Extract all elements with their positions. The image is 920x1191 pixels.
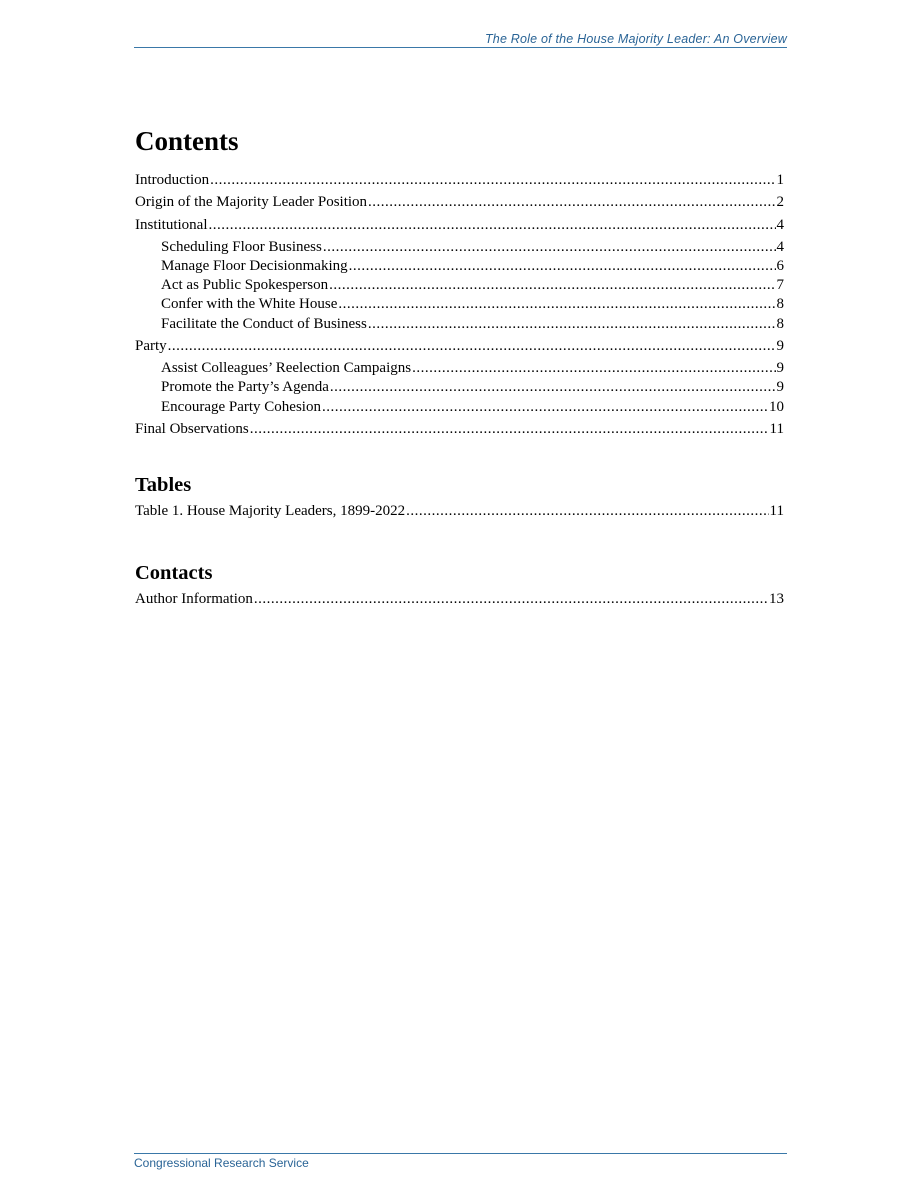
toc-entry-reelection[interactable] — [135, 359, 784, 378]
toc-entry-label: Final Observations — [135, 420, 249, 437]
toc-entry-page: 9 — [776, 379, 784, 396]
toc-entry-page: 7 — [776, 277, 784, 294]
toc-entry-page: 11 — [769, 503, 784, 520]
toc-entry-agenda[interactable] — [135, 378, 784, 397]
toc-leader-dots — [338, 295, 775, 314]
toc-leader-dots — [406, 502, 768, 521]
toc-leader-dots — [168, 337, 776, 356]
toc-entry-label: Scheduling Floor Business — [161, 238, 322, 255]
toc-entry-page: 1 — [776, 172, 784, 188]
tables-heading: Tables — [135, 474, 192, 497]
toc-entry-page: 10 — [769, 398, 784, 415]
toc-entry-page: 11 — [769, 420, 784, 437]
toc-entry-author-information[interactable] — [135, 590, 784, 609]
toc-entry-page: 4 — [776, 238, 784, 255]
toc-leader-dots — [254, 590, 768, 609]
toc-leader-dots — [250, 420, 769, 439]
toc-leader-dots — [349, 257, 776, 276]
toc-entry-label: Party — [135, 337, 167, 354]
running-footer: Congressional Research Service — [134, 1153, 787, 1171]
toc-entry-label: Author Information — [135, 590, 253, 607]
toc-entry-scheduling[interactable] — [135, 238, 784, 257]
toc-entry-page: 4 — [776, 216, 784, 233]
toc-entry-introduction[interactable] — [135, 171, 784, 190]
toc-entry-spokesperson[interactable] — [135, 276, 784, 295]
toc-entry-label: Table 1. House Majority Leaders, 1899-2022 — [135, 503, 406, 520]
toc-leader-dots — [209, 216, 776, 235]
toc-leader-dots — [329, 276, 775, 295]
toc-entry-label: Assist Colleagues’ Reelection Campaigns — [161, 360, 412, 377]
toc-entry-table-1[interactable] — [135, 502, 784, 521]
toc-entry-page: 13 — [769, 590, 784, 607]
toc-entry-label: Facilitate the Conduct of Business — [161, 315, 367, 332]
toc-leader-dots — [368, 315, 776, 334]
toc-leader-dots — [210, 171, 775, 190]
table-of-contents — [135, 124, 784, 612]
toc-entry-label: Encourage Party Cohesion — [161, 398, 321, 415]
toc-entry-cohesion[interactable] — [135, 398, 784, 417]
toc-entry-page: 9 — [776, 360, 784, 377]
toc-leader-dots — [368, 193, 775, 212]
toc-leader-dots — [412, 359, 775, 378]
toc-entry-final-observations[interactable] — [135, 420, 784, 439]
running-header: The Role of the House Majority Leader: An Overview — [134, 31, 787, 48]
toc-entry-label: Promote the Party’s Agenda — [161, 379, 329, 396]
toc-entry-page: 6 — [776, 258, 784, 275]
toc-leader-dots — [323, 238, 776, 257]
toc-entry-page: 8 — [776, 296, 784, 313]
toc-entry-facilitate[interactable] — [135, 315, 784, 334]
toc-entry-institutional[interactable] — [135, 216, 784, 235]
toc-entry-origin[interactable] — [135, 193, 784, 212]
toc-leader-dots — [330, 378, 776, 397]
toc-entry-party[interactable] — [135, 337, 784, 356]
toc-entry-label: Confer with the White House — [161, 296, 338, 313]
toc-entry-white-house[interactable] — [135, 295, 784, 314]
toc-leader-dots — [322, 398, 768, 417]
toc-entry-label: Institutional — [135, 216, 208, 233]
toc-entry-manage-floor[interactable] — [135, 257, 784, 276]
contacts-heading: Contacts — [135, 561, 213, 584]
toc-entry-page: 2 — [776, 194, 784, 211]
toc-entry-label: Manage Floor Decisionmaking — [161, 258, 348, 275]
toc-entry-page: 9 — [776, 337, 784, 354]
toc-entry-label: Introduction — [135, 172, 210, 188]
toc-entry-label: Origin of the Majority Leader Position — [135, 194, 368, 211]
toc-entry-page: 8 — [776, 315, 784, 332]
toc-entry-label: Act as Public Spokesperson — [161, 277, 329, 294]
contents-heading: Contents — [135, 126, 239, 156]
